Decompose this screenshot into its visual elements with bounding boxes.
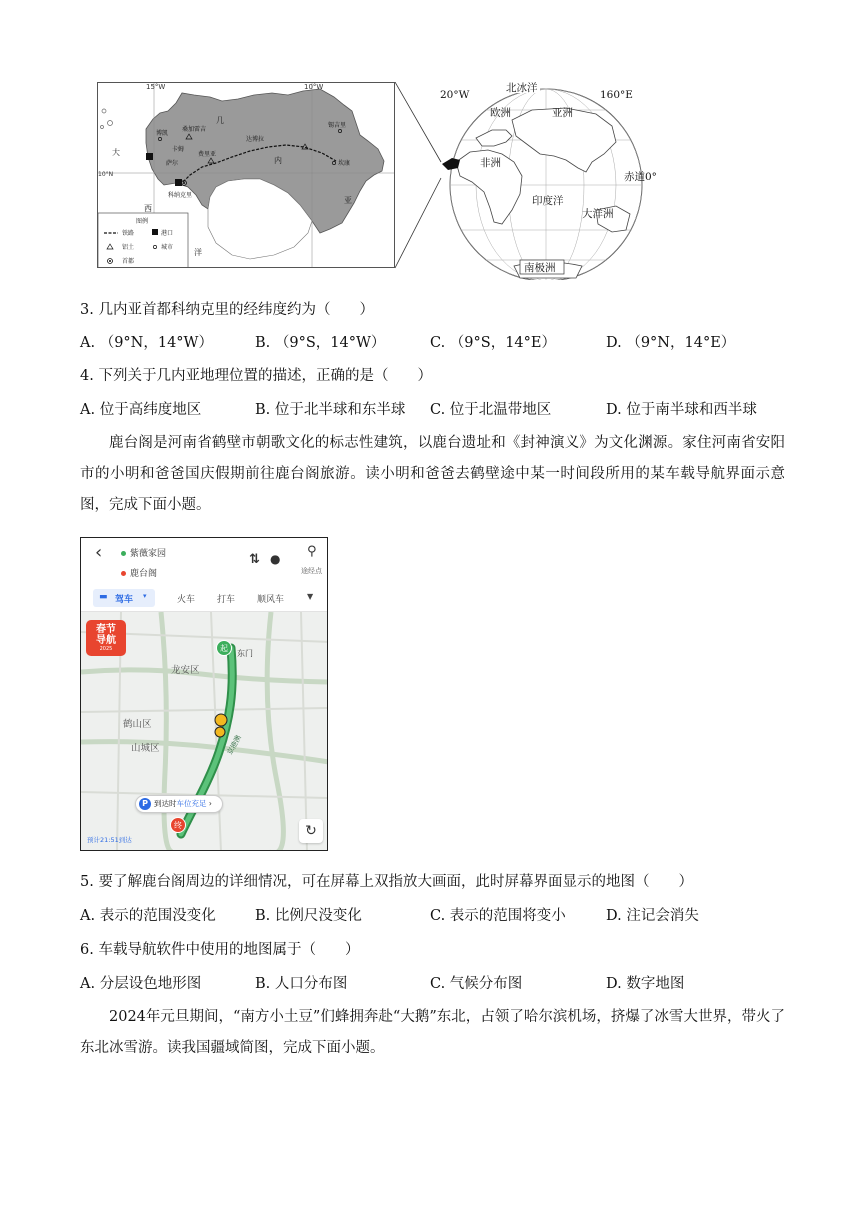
parking-icon: P (139, 798, 151, 810)
q6-stem: 6. 车载导航软件中使用的地图属于（ ） (80, 942, 360, 958)
q6-option-d: D. 数字地图 (606, 976, 685, 992)
destination-dot-icon (121, 571, 126, 576)
sea-char-1: 大 (112, 148, 120, 157)
refresh-icon[interactable]: ↻ (299, 819, 323, 843)
q3-option-a: A. （9°N，14°W） (80, 335, 213, 351)
passage-lutai: 鹿台阁是河南省鹤壁市朝歌文化的标志性建筑，以鹿台遗址和《封神演义》为文化渊源。家住河南省安阳市的小明和爸爸国庆假期前往鹿台阁旅游。读小明和爸爸去鹤壁途中某一时间段所用的某车载导航界面示意图，完成下面小题。 (80, 435, 785, 513)
transport-tabs (81, 584, 328, 612)
q5-option-c: C. 表示的范围将变小 (430, 908, 566, 924)
globe-figure (436, 80, 656, 280)
q3-option-c: C. （9°S，14°E） (430, 335, 556, 351)
badge-line-1: 春节 (96, 624, 116, 635)
spring-festival-badge[interactable] (86, 620, 126, 656)
legend-bauxite: 铝土 (122, 244, 135, 251)
map-legend (98, 213, 188, 268)
destination-field[interactable] (121, 566, 157, 579)
label-africa: 非洲 (480, 157, 501, 169)
globe-equator-label: 赤道0° (624, 171, 656, 183)
city-conakry: 科纳克里 (168, 192, 193, 199)
origin-label: 紫薇家园 (130, 549, 167, 559)
sea-char-3: 洋 (194, 248, 202, 257)
q5-stem: 5. 要了解鹿台阁周边的详细情况，可在屏幕上双指放大画面，此时屏幕界面显示的地图（ ） (80, 874, 693, 890)
q5-option-a: A. 表示的范围没变化 (80, 908, 216, 924)
nav-top-bar (81, 538, 328, 584)
parking-status-pill[interactable]: P 到达时车位充足 › (135, 795, 223, 813)
swap-icon[interactable]: ⇅ (249, 552, 260, 567)
tab-train[interactable]: 火车 (177, 595, 196, 605)
city-siguiri: 锡吉里 (328, 122, 347, 129)
district-heshan: 鹤山区 (123, 719, 152, 730)
legend-railway: 铁路 (122, 230, 135, 237)
q5-option-d: D. 注记会消失 (606, 908, 699, 924)
start-marker[interactable]: 起 (216, 640, 232, 656)
destination-label: 鹿台阁 (130, 569, 158, 579)
search-icon[interactable]: ⚲ (307, 544, 317, 559)
end-marker[interactable]: 终 (170, 817, 186, 833)
guinea-map-svg (98, 83, 395, 268)
car-icon: ▬ (99, 592, 108, 602)
label-dongmen: 东门 (237, 649, 253, 658)
label-asia: 亚洲 (552, 107, 573, 119)
tab-drive[interactable]: 驾车 (115, 595, 134, 605)
waypoint-button[interactable]: 途经点 (301, 567, 322, 575)
lat-label-10n: 10°N (98, 171, 114, 178)
nav-map-view[interactable] (81, 612, 328, 851)
q3-option-d: D. （9°N，14°E） (606, 335, 736, 351)
eta-label: 预计21:51到达 (87, 836, 132, 844)
q5-option-b: B. 比例尺没变化 (255, 908, 362, 924)
city-kankan: 坎康 (338, 160, 351, 167)
city-boke: 博凯 (156, 130, 169, 137)
legend-title: 图例 (136, 218, 149, 225)
chevron-down-icon: ▾ (143, 592, 147, 600)
tab-taxi[interactable]: 打车 (217, 595, 236, 605)
country-char-1: 几 (216, 116, 224, 125)
q4-option-b: B. 位于北半球和东半球 (255, 402, 406, 418)
district-longan: 龙安区 (171, 665, 200, 676)
legend-city: 城市 (161, 244, 174, 251)
q3-stem: 3. 几内亚首都科纳克里的经纬度约为（ ） (80, 302, 374, 318)
country-char-2: 内 (274, 156, 282, 165)
globe-svg (436, 80, 656, 280)
lon-label-10w: 10°W (304, 83, 324, 91)
globe-lon-left: 20°W (440, 89, 470, 101)
district-shancheng: 山城区 (131, 743, 160, 754)
label-europe: 欧洲 (490, 107, 511, 119)
city-sangaredi: 桑加雷吉 (182, 126, 207, 133)
more-tabs-icon[interactable]: ▼ (307, 592, 314, 601)
badge-line-2: 导航 (96, 635, 116, 646)
parking-status: 车位充足 (176, 799, 207, 808)
q6-option-a: A. 分层设色地形图 (80, 976, 202, 992)
sea-char-2: 西 (144, 204, 152, 213)
globe-lon-right: 160°E (600, 89, 633, 101)
tab-carpool[interactable]: 顺风车 (257, 595, 285, 605)
road-label: 京港澳 (225, 733, 243, 757)
legend-port: 港口 (161, 230, 174, 237)
q6-option-c: C. 气候分布图 (430, 976, 523, 992)
city-fria: 费里亚 (198, 151, 217, 158)
q4-option-a: A. 位于高纬度地区 (80, 402, 202, 418)
label-oceania: 大洋洲 (582, 208, 614, 220)
city-dabola: 达博拉 (246, 136, 265, 143)
origin-field[interactable] (121, 546, 166, 559)
q4-option-d: D. 位于南半球和西半球 (606, 402, 757, 418)
city-kamsar: 卡姆 (172, 146, 185, 153)
country-char-3: 亚 (344, 196, 352, 205)
car-navigation-screenshot (80, 537, 328, 851)
guinea-map (97, 82, 395, 268)
legend-capital: 首都 (122, 258, 135, 265)
origin-dot-icon (121, 551, 126, 556)
parking-prefix: 到达时 (154, 799, 177, 808)
microphone-icon[interactable]: ● (270, 552, 281, 566)
badge-year: 2025 (99, 646, 113, 652)
passage-northeast: 2024年元旦期间，“南方小土豆”们蜂拥奔赴“大鹅”东北，占领了哈尔滨机场，挤爆了冰雪大世界，带火了东北冰雪游。读我国疆域简图，完成下面小题。 (80, 1009, 785, 1056)
q6-option-b: B. 人口分布图 (255, 976, 348, 992)
q4-stem: 4. 下列关于几内亚地理位置的描述，正确的是（ ） (80, 368, 432, 384)
city-sar: 萨尔 (166, 160, 179, 167)
q3-option-b: B. （9°S，14°W） (255, 335, 386, 351)
label-arctic-ocean: 北冰洋 (506, 82, 538, 94)
label-antarctica: 南极洲 (524, 262, 556, 274)
lon-label-15w: 15°W (146, 83, 166, 91)
back-arrow-icon[interactable]: ‹ (95, 542, 103, 563)
label-indian-ocean: 印度洋 (532, 195, 564, 207)
q4-option-c: C. 位于北温带地区 (430, 402, 552, 418)
